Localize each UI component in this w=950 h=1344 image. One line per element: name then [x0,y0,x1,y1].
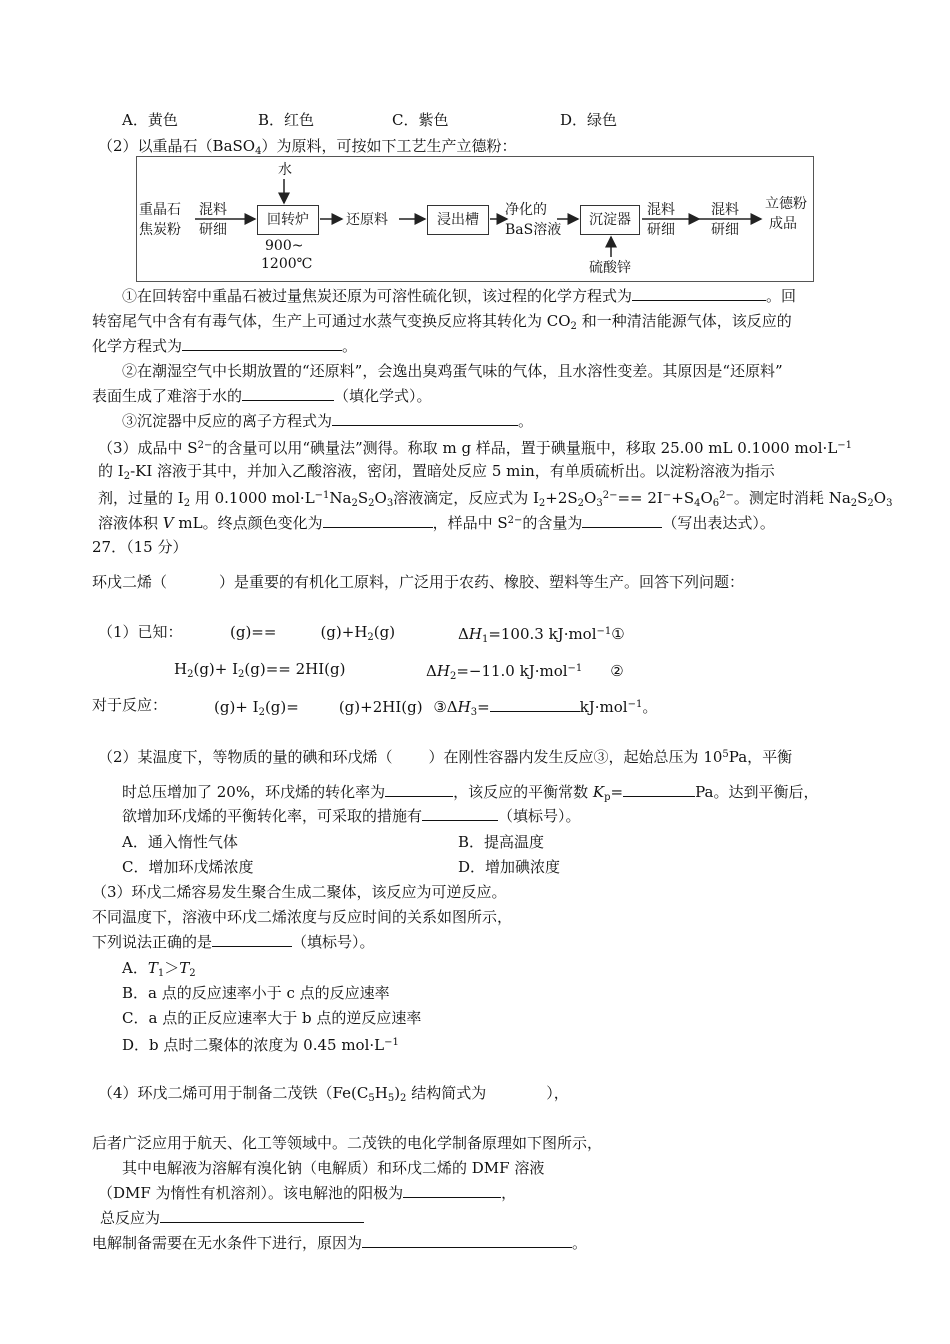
option-d: D．绿色 [560,111,618,129]
process-flow-diagram [136,156,814,282]
q3b-line2: 不同温度下，溶液中环戊二烯浓度与反应时间的关系如图所示， [92,908,513,926]
reduced-material: 还原料 [346,212,388,228]
reaction-3: $(g)+ I_2(g)= (g)+2HI(g)$ $③\Delta H_3= kJ\cdot mol^{-1}$。 [214,698,658,718]
reaction-2: $H_2(g)+ I_2(g)== 2HI(g)$ [174,660,346,680]
rotary-kiln-box: 回转炉 [257,205,319,235]
q4-line2: 后者广泛应用于航天、化工等领域中。二茂铁的电化学制备原理如下图所示， [92,1134,603,1152]
kiln-temp-1: 900~ [265,238,304,254]
q2-part1-line2: 转窑尾气中含有有毒气体，生产上可通过水蒸气变换反应将其转化为 $CO_2$ 和一种清洁能源气体，该反应的 [92,312,792,332]
dh2: $\Delta H_2=-11.0$ kJ·mol$^{-1}$ ② [426,662,624,682]
q2-part2-line1: ②在潮湿空气中长期放置的“还原料”，会逸出臭鸡蛋气味的气体，且水溶性变差。其原因是“还原料” [122,362,783,380]
q2b-option-d: D．增加碘浓度 [458,858,561,876]
mix-step-3: 混料 [711,202,739,218]
q3-line1: （3）成品中 $S^{2-}$的含量可以用“碘量法”测得。称取 m g 样品，置于碘量瓶中，移取 25.00 mL 0.1000 $mol\cdot L^{-1}$ [98,439,853,457]
option-c: C．紫色 [392,111,449,129]
q4-line4: （DMF 为惰性有机溶剂）。该电解池的阳极为 ， [98,1184,517,1202]
q4-line1: （4）环戊二烯可用于制备二茂铁（$Fe(C_5H_5)_2$ 结构简式为 ）， [98,1084,569,1104]
q2b-line2: 时总压增加了 20%，环戊烯的转化率为 ，该反应的平衡常数 $K_p= Pa$。达到平衡后， [122,783,819,803]
precipitator-box: 沉淀器 [580,205,640,235]
product-2: 成品 [769,216,797,232]
option-a: A．黄色 [122,111,178,129]
kiln-temp-2: 1200℃ [261,256,313,272]
q2-part2-line2: 表面生成了难溶于水的 （填化学式）。 [92,387,432,405]
mix-step-2: 混料 [647,202,675,218]
product-1: 立德粉 [765,196,807,212]
q3-line2: 的 $I_2-KI$ 溶液于其中，并加入乙酸溶液，密闭，置暗处反应 5 min，有单质硫析出。以淀粉溶液为指示 [98,462,775,482]
q2b-line3: 欲增加环戊烯的平衡转化率，可采取的措施有 （填标号）。 [122,807,581,825]
q3b-option-a: A．$T_1>T_2$ [122,959,196,979]
zinc-sulfate-label: 硫酸锌 [589,260,631,276]
q3-line3: 剂，过量的 $I_2$ 用 0.1000 $mol\cdot L^{-1}Na_2S_2O_3$溶液滴定，反应式为 $I_2+2S_2O_3^{2-}== 2I^-+S_4O_6^{2-}$。测定时消耗 $Na_2S_2O_3$ [98,489,893,509]
q2b-option-a: A．通入惰性气体 [122,833,238,851]
q27-heading: 27．（15 分） [92,538,188,556]
q2-intro: （2）以重晶石（BaSO$_4$）为原料，可按如下工艺生产立德粉： [98,137,517,157]
purified-bas-1: 净化的 [505,202,547,218]
q2b-line1: （2）某温度下，等物质的量的碘和环戊烯（ ）在刚性容器内发生反应③，起始总压为 $10^5Pa$，平衡 [98,748,793,766]
q3-line4: 溶液体积 V mL。终点颜色变化为 ，样品中 $S^{2-}$的含量为 （写出表达式）。 [98,514,775,532]
q2b-option-b: B．提高温度 [458,833,545,851]
purified-bas-2: BaS溶液 [505,222,562,238]
q2-part3: ③沉淀器中反应的离子方程式为 。 [122,412,534,430]
grind-step-1: 研细 [199,222,227,238]
q27-intro: 环戊二烯（ ）是重要的有机化工原料，广泛用于农药、橡胶、塑料等生产。回答下列问题： [92,573,745,591]
water-label: 水 [278,162,292,178]
mix-step-1: 混料 [199,202,227,218]
known-label: （1）已知： [98,623,183,641]
q3b-line3: 下列说法正确的是 （填标号）。 [92,933,375,951]
raw-material-1: 重晶石 [139,202,181,218]
q4-line3: 其中电解液为溶解有溴化钠（电解质）和环戊二烯的 DMF 溶液 [122,1159,545,1177]
q4-line6: 电解制备需要在无水条件下进行，原因为 。 [92,1234,588,1252]
option-b: B．红色 [258,111,315,129]
q2-part1-line1: ①在回转窑中重晶石被过量焦炭还原为可溶性硫化钡，该过程的化学方程式为 。回 [122,287,797,305]
q2-part1-line3: 化学方程式为 。 [92,337,358,355]
raw-material-2: 焦炭粉 [139,222,181,238]
grind-step-2: 研细 [647,222,675,238]
q3b-option-b: B．a 点的反应速率小于 c 点的反应速率 [122,984,390,1002]
q3b-option-d: D．b 点时二聚体的浓度为 0.45 $mol\cdot L^{-1}$ [122,1036,399,1054]
reaction-3-label: 对于反应： [92,696,168,714]
reaction-1: $(g)== (g)+H_2(g)$ [230,623,396,643]
q4-line5: 总反应为 [100,1208,364,1228]
q2b-option-c: C．增加环戊烯浓度 [122,858,254,876]
dh1: $\Delta H_1=100.3$ kJ·mol$^{-1}$① [458,625,625,645]
grind-step-3: 研细 [711,222,739,238]
q3b-option-c: C．a 点的正反应速率大于 b 点的逆反应速率 [122,1009,422,1027]
leach-tank-box: 浸出槽 [427,205,489,235]
q3b-line1: （3）环戊二烯容易发生聚合生成二聚体，该反应为可逆反应。 [92,883,507,901]
